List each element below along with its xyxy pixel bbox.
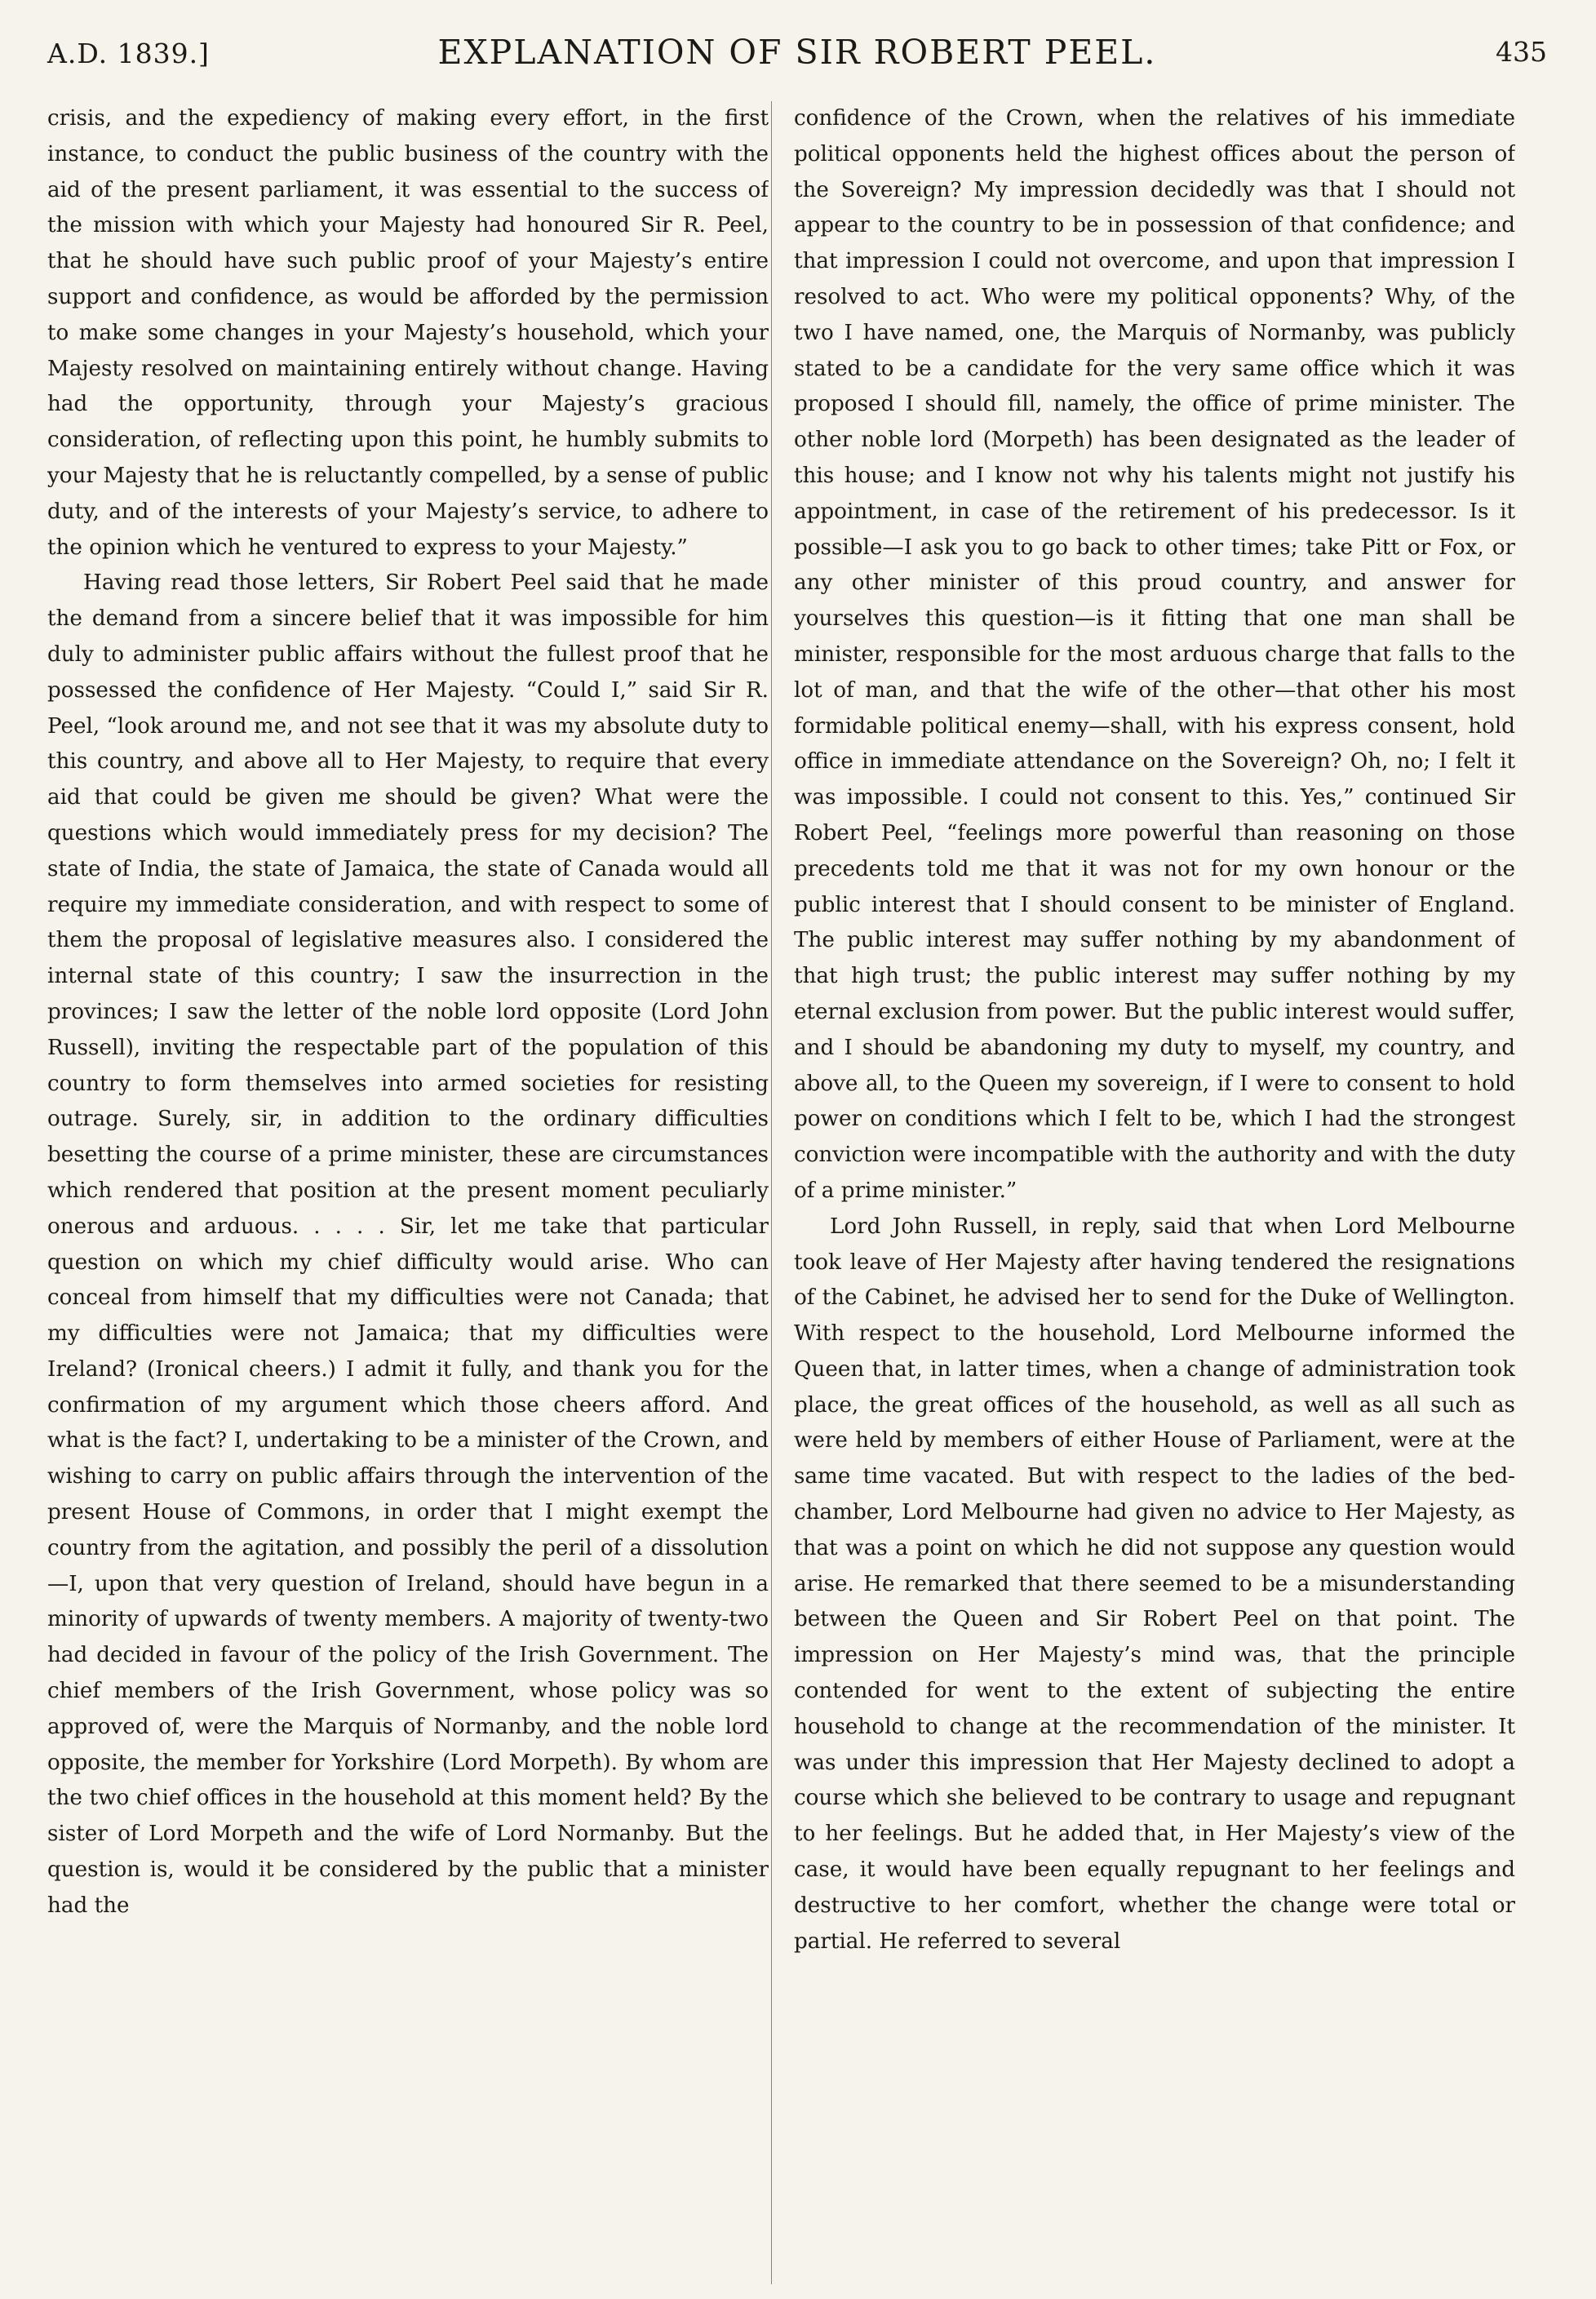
right-paragraph-2: Lord John Russell, in reply, said that when Lord Melbourne took leave of Her Majesty after having tendered the resignations of the Cabinet, he advised her to send for the Duke of Wellington. With respect to the household, Lord Melbourne informed the Queen that, in latter times, when a change of administration took place, the great offices of the household, as well as all such as were held by members of either House of Parliament, were at the same time vacated. But with respect to the ladies of the bed-chamber, Lord Melbourne had given no advice to Her Majesty, as that was a point on which he did not suppose any question would arise. He remarked that there seemed to be a misunderstanding between the Queen and Sir Robert Peel on that point. The impression on Her Majesty’s mind was, that the principle contended for went to the extent of subjecting the entire household to change at the recommendation of the minister. It was under this impression that Her Majesty declined to adopt a course which she believed to be contrary to usage and repugnant to her feelings. But he added that, in Her Majesty’s view of the case, it would have been equally repugnant to her feelings and destructive to her comfort, whether the change were total or partial. He referred to several xyxy=(794,1214,1515,1954)
right-paragraph-1: confidence of the Crown, when the relatives of his immediate political opponents held the highest offices about the person of the Sovereign? My impression decidedly was that I should not appear to the country to be in possession of that confidence; and that impression I could not overcome, and upon that impression I resolved to act. Who were my political opponents? Why, of the two I have named, one, the Marquis of Normanby, was publicly stated to be a candidate for the very same office which it was proposed I should fill, namely, the office of prime minister. The other noble lord (Morpeth) has been designated as the leader of this house; and I know not why his talents might not justify his appointment, in case of the retirement of his predecessor. Is it possible—I ask you to go back to other times; take Pitt or Fox, or any other minister of this proud country, and answer for yourselves this question—is it fitting that one man shall be minister, responsible for the most arduous charge that falls to the lot of man, and that the wife of the other—that other his most formidable political enemy—shall, with his express consent, hold office in immediate attendance on the Sovereign? Oh, no; I felt it was impossible. I could not consent to this. Yes,” continued Sir Robert Peel, “feelings more powerful than reasoning on those precedents told me that it was not for my own honour or the public interest that I should consent to be minister of England. The public interest may suffer nothing by my abandonment of that high trust; the public interest may suffer nothing by my eternal exclusion from power. But the public interest would suffer, and I should be abandoning my duty to myself, my country, and above all, to the Queen my sovereign, if I were to consent to hold power on conditions which I felt to be, which I had the strongest conviction were incompatible with the authority and with the duty of a prime minister.” xyxy=(794,106,1515,1203)
left-paragraph-2: Having read those letters, Sir Robert Peel said that he made the demand from a sincere belief that it was impossible for him duly to administer public affairs without the fullest proof that he possessed the confidence of Her Majesty. “Could I,” said Sir R. Peel, “look around me, and not see that it was my absolute duty to this country, and above all to Her Majesty, to require that every aid that could be given me should be given? What were the questions which would immediately press for my decision? The state of India, the state of Jamaica, the state of Canada would all require my immediate consideration, and with respect to some of them the proposal of legislative measures also. I considered the internal state of this country; I saw the insurrection in the provinces; I saw the letter of the noble lord opposite (Lord John Russell), inviting the respectable part of the population of this country to form themselves into armed societies for resisting outrage. Surely, sir, in addition to the ordinary difficulties besetting the course of a prime minister, these are circumstances which rendered that position at the present moment peculiarly onerous and arduous. . . . . Sir, let me take that particular question on which my chief difficulty would arise. Who can conceal from himself that my difficulties were not Canada; that my difficulties were not Jamaica; that my difficulties were Ireland? (Ironical cheers.) I admit it fully, and thank you for the confirmation of my argument which those cheers afford. And what is the fact? I, undertaking to be a minister of the Crown, and wishing to carry on public affairs through the intervention of the present House of Commons, in order that I might exempt the country from the agitation, and possibly the peril of a dissolution—I, upon that very question of Ireland, should have begun in a minority of upwards of twenty members. A majority of twenty-two had decided in favour of the policy of the Irish Government. The chief members of the Irish Government, whose policy was so approved of, were the Marquis of Normanby, and the noble lord opposite, the member for Yorkshire (Lord Morpeth). By whom are the two chief offices in the household at this moment held? By the sister of Lord Morpeth and the wife of Lord Normanby. But the question is, would it be considered by the public that a minister had the xyxy=(47,570,769,1918)
left-paragraph-1: crisis, and the expediency of making every effort, in the first instance, to conduct the public business of the country with the aid of the present parliament, it was essential to the success of the mission with which your Majesty had honoured Sir R. Peel, that he should have such public proof of your Majesty’s entire support and confidence, as would be afforded by the permission to make some changes in your Majesty’s household, which your Majesty resolved on maintaining entirely without change. Having had the opportunity, through your Majesty’s gracious consideration, of reflecting upon this point, he humbly submits to your Majesty that he is reluctantly compelled, by a sense of public duty, and of the interests of your Majesty’s service, to adhere to the opinion which he ventured to express to your Majesty.” xyxy=(47,106,769,560)
left-column xyxy=(47,101,769,2284)
header-date: A.D. 1839.] xyxy=(47,38,210,69)
right-column xyxy=(794,101,1515,2284)
header-title: EXPLANATION OF SIR ROBERT PEEL. xyxy=(437,33,1157,72)
page-number: 435 xyxy=(1496,36,1547,68)
column-divider xyxy=(771,101,772,2284)
running-head xyxy=(47,33,1547,82)
